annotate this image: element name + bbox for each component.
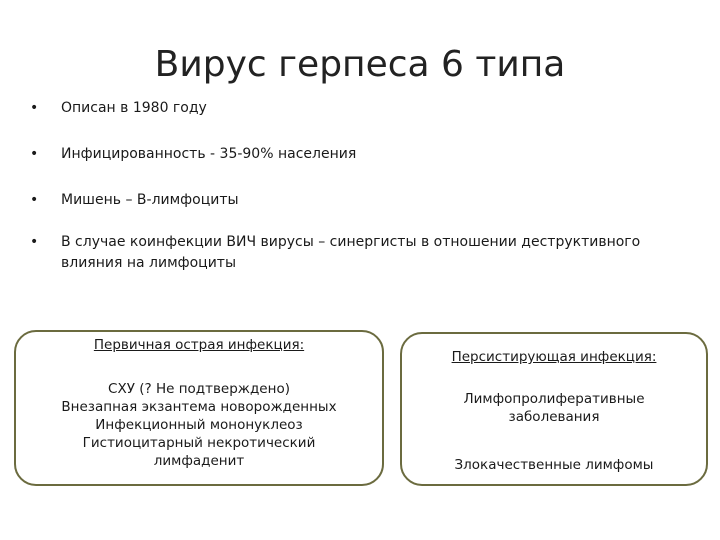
- bullet-text: Описан в 1980 году: [61, 100, 207, 116]
- box-body: [402, 390, 706, 426]
- bullet-marker: •: [30, 100, 39, 116]
- box-line: лимфаденит: [153, 453, 245, 469]
- bullet-text: Мишень – В-лимфоциты: [61, 192, 239, 208]
- bullet-marker: •: [30, 192, 39, 208]
- box-line: Внезапная экзантема новорожденных: [61, 399, 337, 415]
- box-heading: Персистирующая инфекция:: [451, 349, 657, 365]
- box-line: заболевания: [508, 409, 600, 425]
- box-heading: Первичная острая инфекция:: [93, 337, 305, 353]
- box-body: [16, 380, 382, 470]
- bullet-text: Инфицированность - 35-90% населения: [61, 146, 357, 162]
- box-line: Злокачественные лимфомы: [454, 457, 654, 473]
- box-line: Инфекционный мононуклеоз: [95, 417, 303, 433]
- persistent-infection-box: [400, 332, 708, 486]
- bullet-marker: •: [30, 146, 39, 162]
- bullet-marker: •: [30, 234, 39, 250]
- box-line: Гистиоцитарный некротический: [82, 435, 316, 451]
- bullet-text: В случае коинфекции ВИЧ вирусы – синергисты в отношении деструктивного влияния на лимфоциты: [61, 234, 641, 271]
- box-line: СХУ (? Не подтверждено): [108, 381, 290, 397]
- box-line: Лимфопролиферативные: [463, 391, 645, 407]
- page-title: Вирус герпеса 6 типа: [154, 44, 566, 85]
- primary-infection-box: [14, 330, 384, 486]
